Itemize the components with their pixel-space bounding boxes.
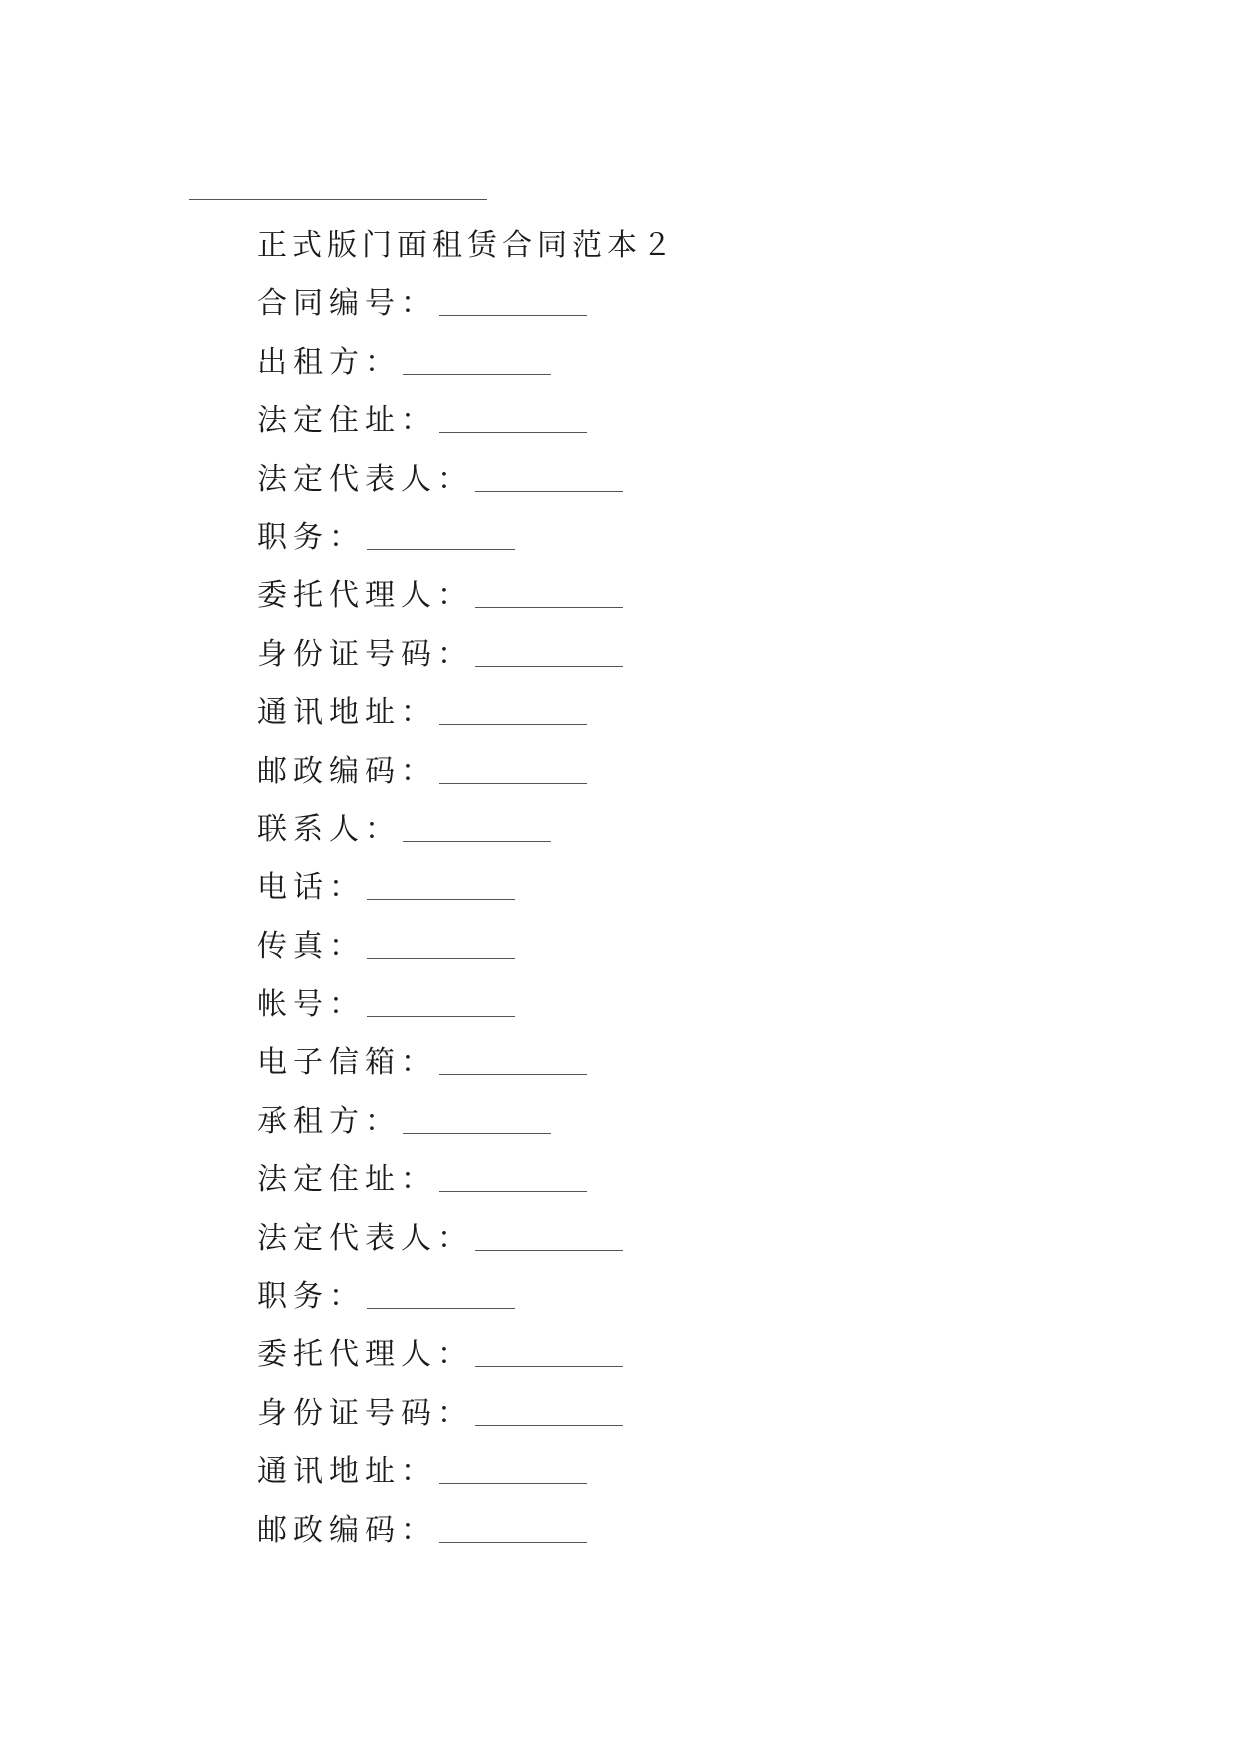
fill-in-blank (439, 1512, 587, 1543)
field-label: 出租方： (257, 344, 401, 380)
fill-in-blank (439, 1044, 587, 1075)
field-label: 传真： (257, 928, 365, 964)
field-label: 通讯地址： (257, 1454, 437, 1490)
document-title: 正式版门面租赁合同范本２ (257, 228, 677, 263)
field-label: 法定代表人： (257, 1220, 473, 1256)
fill-in-blank (367, 869, 515, 900)
field-lessor-postal-code (257, 748, 1157, 806)
fill-in-blank (475, 577, 623, 608)
field-label: 联系人： (257, 811, 401, 847)
fill-in-blank (439, 1453, 587, 1484)
field-label: 身份证号码： (257, 636, 473, 672)
contract-body (257, 222, 1157, 1565)
field-label: 法定住址： (257, 1162, 437, 1198)
field-lessee (257, 1098, 1157, 1156)
fill-in-blank (403, 1103, 551, 1134)
field-label: 法定代表人： (257, 461, 473, 497)
field-lessor-fax (257, 923, 1157, 981)
fill-in-blank (439, 753, 587, 784)
field-lessor-contact (257, 806, 1157, 864)
fill-in-blank (439, 694, 587, 725)
field-lessor-account (257, 981, 1157, 1039)
field-lessee-id-number (257, 1390, 1157, 1448)
fill-in-blank (475, 1395, 623, 1426)
field-lessor-legal-representative (257, 456, 1157, 514)
fill-in-blank (475, 636, 623, 667)
header-rule (189, 199, 487, 200)
fill-in-blank (475, 1220, 623, 1251)
field-label: 邮政编码： (257, 753, 437, 789)
field-label: 通讯地址： (257, 695, 437, 731)
field-label: 身份证号码： (257, 1395, 473, 1431)
field-lessee-postal-code (257, 1507, 1157, 1565)
field-label: 职务： (257, 519, 365, 555)
fill-in-blank (439, 1161, 587, 1192)
field-lessor-id-number (257, 631, 1157, 689)
field-lessee-mailing-address (257, 1448, 1157, 1506)
field-lessor-phone (257, 864, 1157, 922)
field-lessor-agent (257, 572, 1157, 630)
fill-in-blank (367, 986, 515, 1017)
field-lessee-legal-representative (257, 1215, 1157, 1273)
field-label: 法定住址： (257, 403, 437, 439)
field-lessor (257, 339, 1157, 397)
field-label: 邮政编码： (257, 1512, 437, 1548)
field-lessor-legal-address (257, 397, 1157, 455)
fill-in-blank (439, 402, 587, 433)
fill-in-blank (475, 1336, 623, 1367)
fill-in-blank (403, 811, 551, 842)
field-lessee-agent (257, 1331, 1157, 1389)
field-label: 委托代理人： (257, 1337, 473, 1373)
field-label: 合同编号： (257, 286, 437, 322)
fill-in-blank (367, 1278, 515, 1309)
fill-in-blank (367, 519, 515, 550)
field-label: 电话： (257, 870, 365, 906)
field-label: 委托代理人： (257, 578, 473, 614)
field-label: 电子信箱： (257, 1045, 437, 1081)
field-label: 职务： (257, 1279, 365, 1315)
field-label: 承租方： (257, 1103, 401, 1139)
field-lessee-position (257, 1273, 1157, 1331)
field-lessee-legal-address (257, 1156, 1157, 1214)
field-lessor-email (257, 1039, 1157, 1097)
fill-in-blank (475, 461, 623, 492)
field-contract-number (257, 280, 1157, 338)
field-lessor-position (257, 514, 1157, 572)
fill-in-blank (403, 344, 551, 375)
fill-in-blank (439, 285, 587, 316)
fill-in-blank (367, 928, 515, 959)
field-lessor-mailing-address (257, 689, 1157, 747)
field-label: 帐号： (257, 987, 365, 1023)
